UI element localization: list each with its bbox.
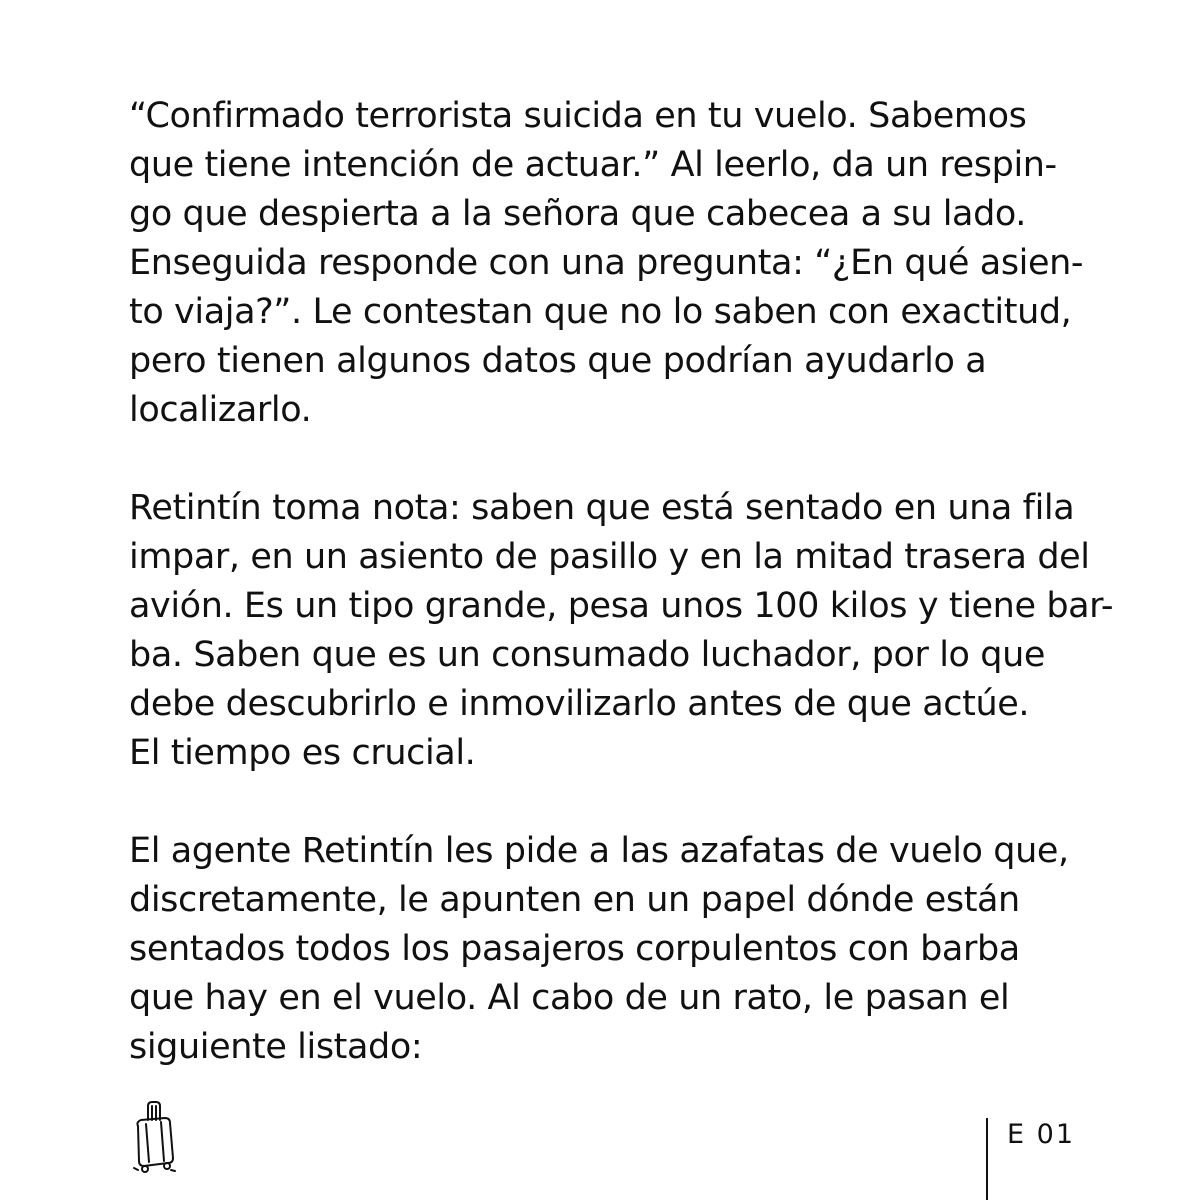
text-line: discretamente, le apunten en un papel dónde están (129, 880, 1020, 920)
text-line: que hay en el vuelo. Al cabo de un rato, le pasan el (129, 978, 1010, 1018)
text-line: localizarlo. (129, 390, 312, 430)
text-line: debe descubrirlo e inmovilizarlo antes de que actúe. (129, 684, 1030, 724)
text-line: que tiene intención de actuar.” Al leerlo, da un respin- (129, 145, 1057, 185)
text-line: go que despierta a la señora que cabecea a su lado. (129, 194, 1027, 234)
text-line: El tiempo es crucial. (129, 733, 476, 773)
footer-divider (986, 1118, 988, 1200)
text-line: El agente Retintín les pide a las azafatas de vuelo que, (129, 831, 1069, 871)
paragraph-3 (129, 827, 1089, 1072)
suitcase-icon (130, 1096, 178, 1176)
text-line: to viaja?”. Le contestan que no lo saben con exactitud, (129, 292, 1072, 332)
text-line: siguiente listado: (129, 1027, 423, 1067)
paragraph-2 (129, 484, 1114, 778)
text-line: impar, en un asiento de pasillo y en la mitad trasera del (129, 537, 1090, 577)
text-line: avión. Es un tipo grande, pesa unos 100 kilos y tiene bar- (129, 586, 1114, 626)
paragraph-gap (129, 778, 1089, 827)
page-number: E 01 (1007, 1119, 1075, 1150)
paragraph-gap (129, 435, 1089, 484)
text-line: Enseguida responde con una pregunta: “¿En qué asien- (129, 243, 1084, 283)
text-line: ba. Saben que es un consumado luchador, por lo que (129, 635, 1046, 675)
text-line: pero tienen algunos datos que podrían ayudarlo a (129, 341, 987, 381)
text-line: Retintín toma nota: saben que está sentado en una fila (129, 488, 1075, 528)
text-line: “Confirmado terrorista suicida en tu vuelo. Sabemos (129, 96, 1027, 136)
text-line: sentados todos los pasajeros corpulentos con barba (129, 929, 1020, 969)
paragraph-1 (129, 92, 1089, 435)
page-body (129, 92, 1114, 1072)
